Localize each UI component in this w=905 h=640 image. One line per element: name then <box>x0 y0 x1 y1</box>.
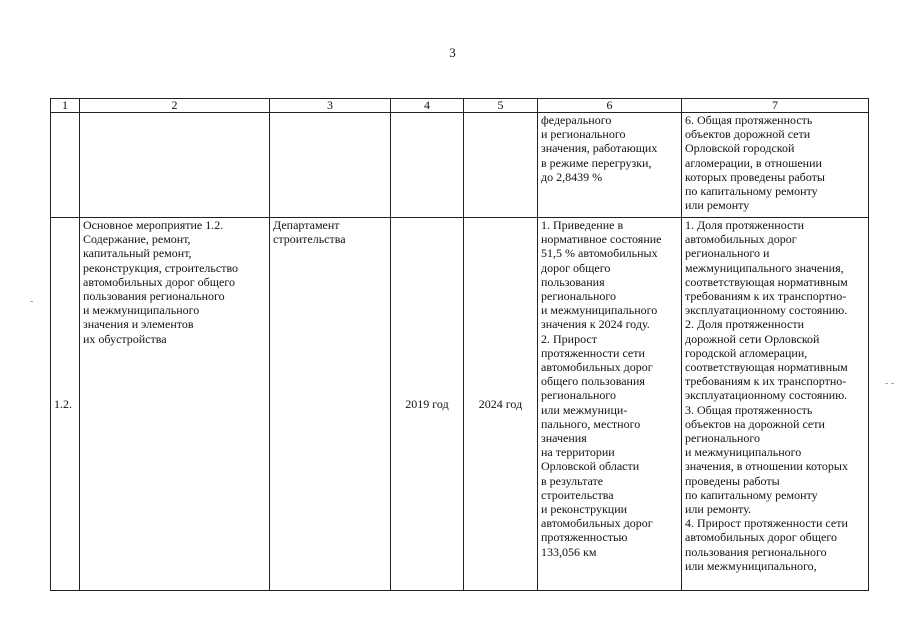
page-number: 3 <box>449 45 456 60</box>
cont-result-cell: федерального и регионального значения, работающих в режиме перегрузки, до 2,8439 % <box>538 113 682 218</box>
result-cell: 1. Приведение в нормативное состояние 51,5 % автомобильных дорог общего пользования регионального и межмуниципального значения к 2024 году. 2. Прирост протяженности сети автомобильных дорог общего пользования регионального или межмуници- пального, местного значения на территории Орловской области в результате строительства и реконструкции автомобильных дорог протяженностью 133,056 км <box>538 218 682 591</box>
column-number-4: 4 <box>391 99 464 113</box>
cont-cell-2 <box>80 113 270 218</box>
column-number-3: 3 <box>270 99 391 113</box>
column-number-2: 2 <box>80 99 270 113</box>
column-number-7: 7 <box>682 99 869 113</box>
row-number-cell: 1.2. <box>51 218 80 591</box>
cont-cell-5 <box>464 113 538 218</box>
start-year-cell: 2019 год <box>391 218 464 591</box>
column-number-1: 1 <box>51 99 80 113</box>
scan-speck: - - <box>885 378 895 389</box>
indicators-cell: 1. Доля протяженности автомобильных дорог регионального и межмуниципального значения, соответствующая нормативным требованиям к их транспортно- эксплуатационному состоянию. 2. Доля протяженности дорожной сети Орловской городской агломерации, соответствующая нормативным требованиям к их транспортно- эксплуатационному состоянию. 3. Общая протяженность объектов на дорожной сети регионального и межмуниципального значения, в отношении которых проведены работы по капитальному ремонту или ремонту. 4. Прирост протяженности сети автомобильных дорог общего пользования регионального или межмуниципального, <box>682 218 869 591</box>
end-year-cell: 2024 год <box>464 218 538 591</box>
cont-cell-1 <box>51 113 80 218</box>
program-table <box>50 98 869 591</box>
column-number-6: 6 <box>538 99 682 113</box>
main-event-row <box>51 218 869 591</box>
event-name-cell: Основное мероприятие 1.2. Содержание, ремонт, капитальный ремонт, реконструкция, строительство автомобильных дорог общего пользования регионального и межмуниципального значения и элементов их обустройства <box>80 218 270 591</box>
cont-indicators-cell: 6. Общая протяженность объектов дорожной сети Орловской городской агломерации, в отношении которых проведены работы по капитальному ремонту или ремонту <box>682 113 869 218</box>
scan-speck: - <box>30 296 34 307</box>
header-row <box>51 99 869 113</box>
cont-cell-3 <box>270 113 391 218</box>
column-number-5: 5 <box>464 99 538 113</box>
continuation-row <box>51 113 869 218</box>
cont-cell-4 <box>391 113 464 218</box>
executor-cell: Департамент строительства <box>270 218 391 591</box>
